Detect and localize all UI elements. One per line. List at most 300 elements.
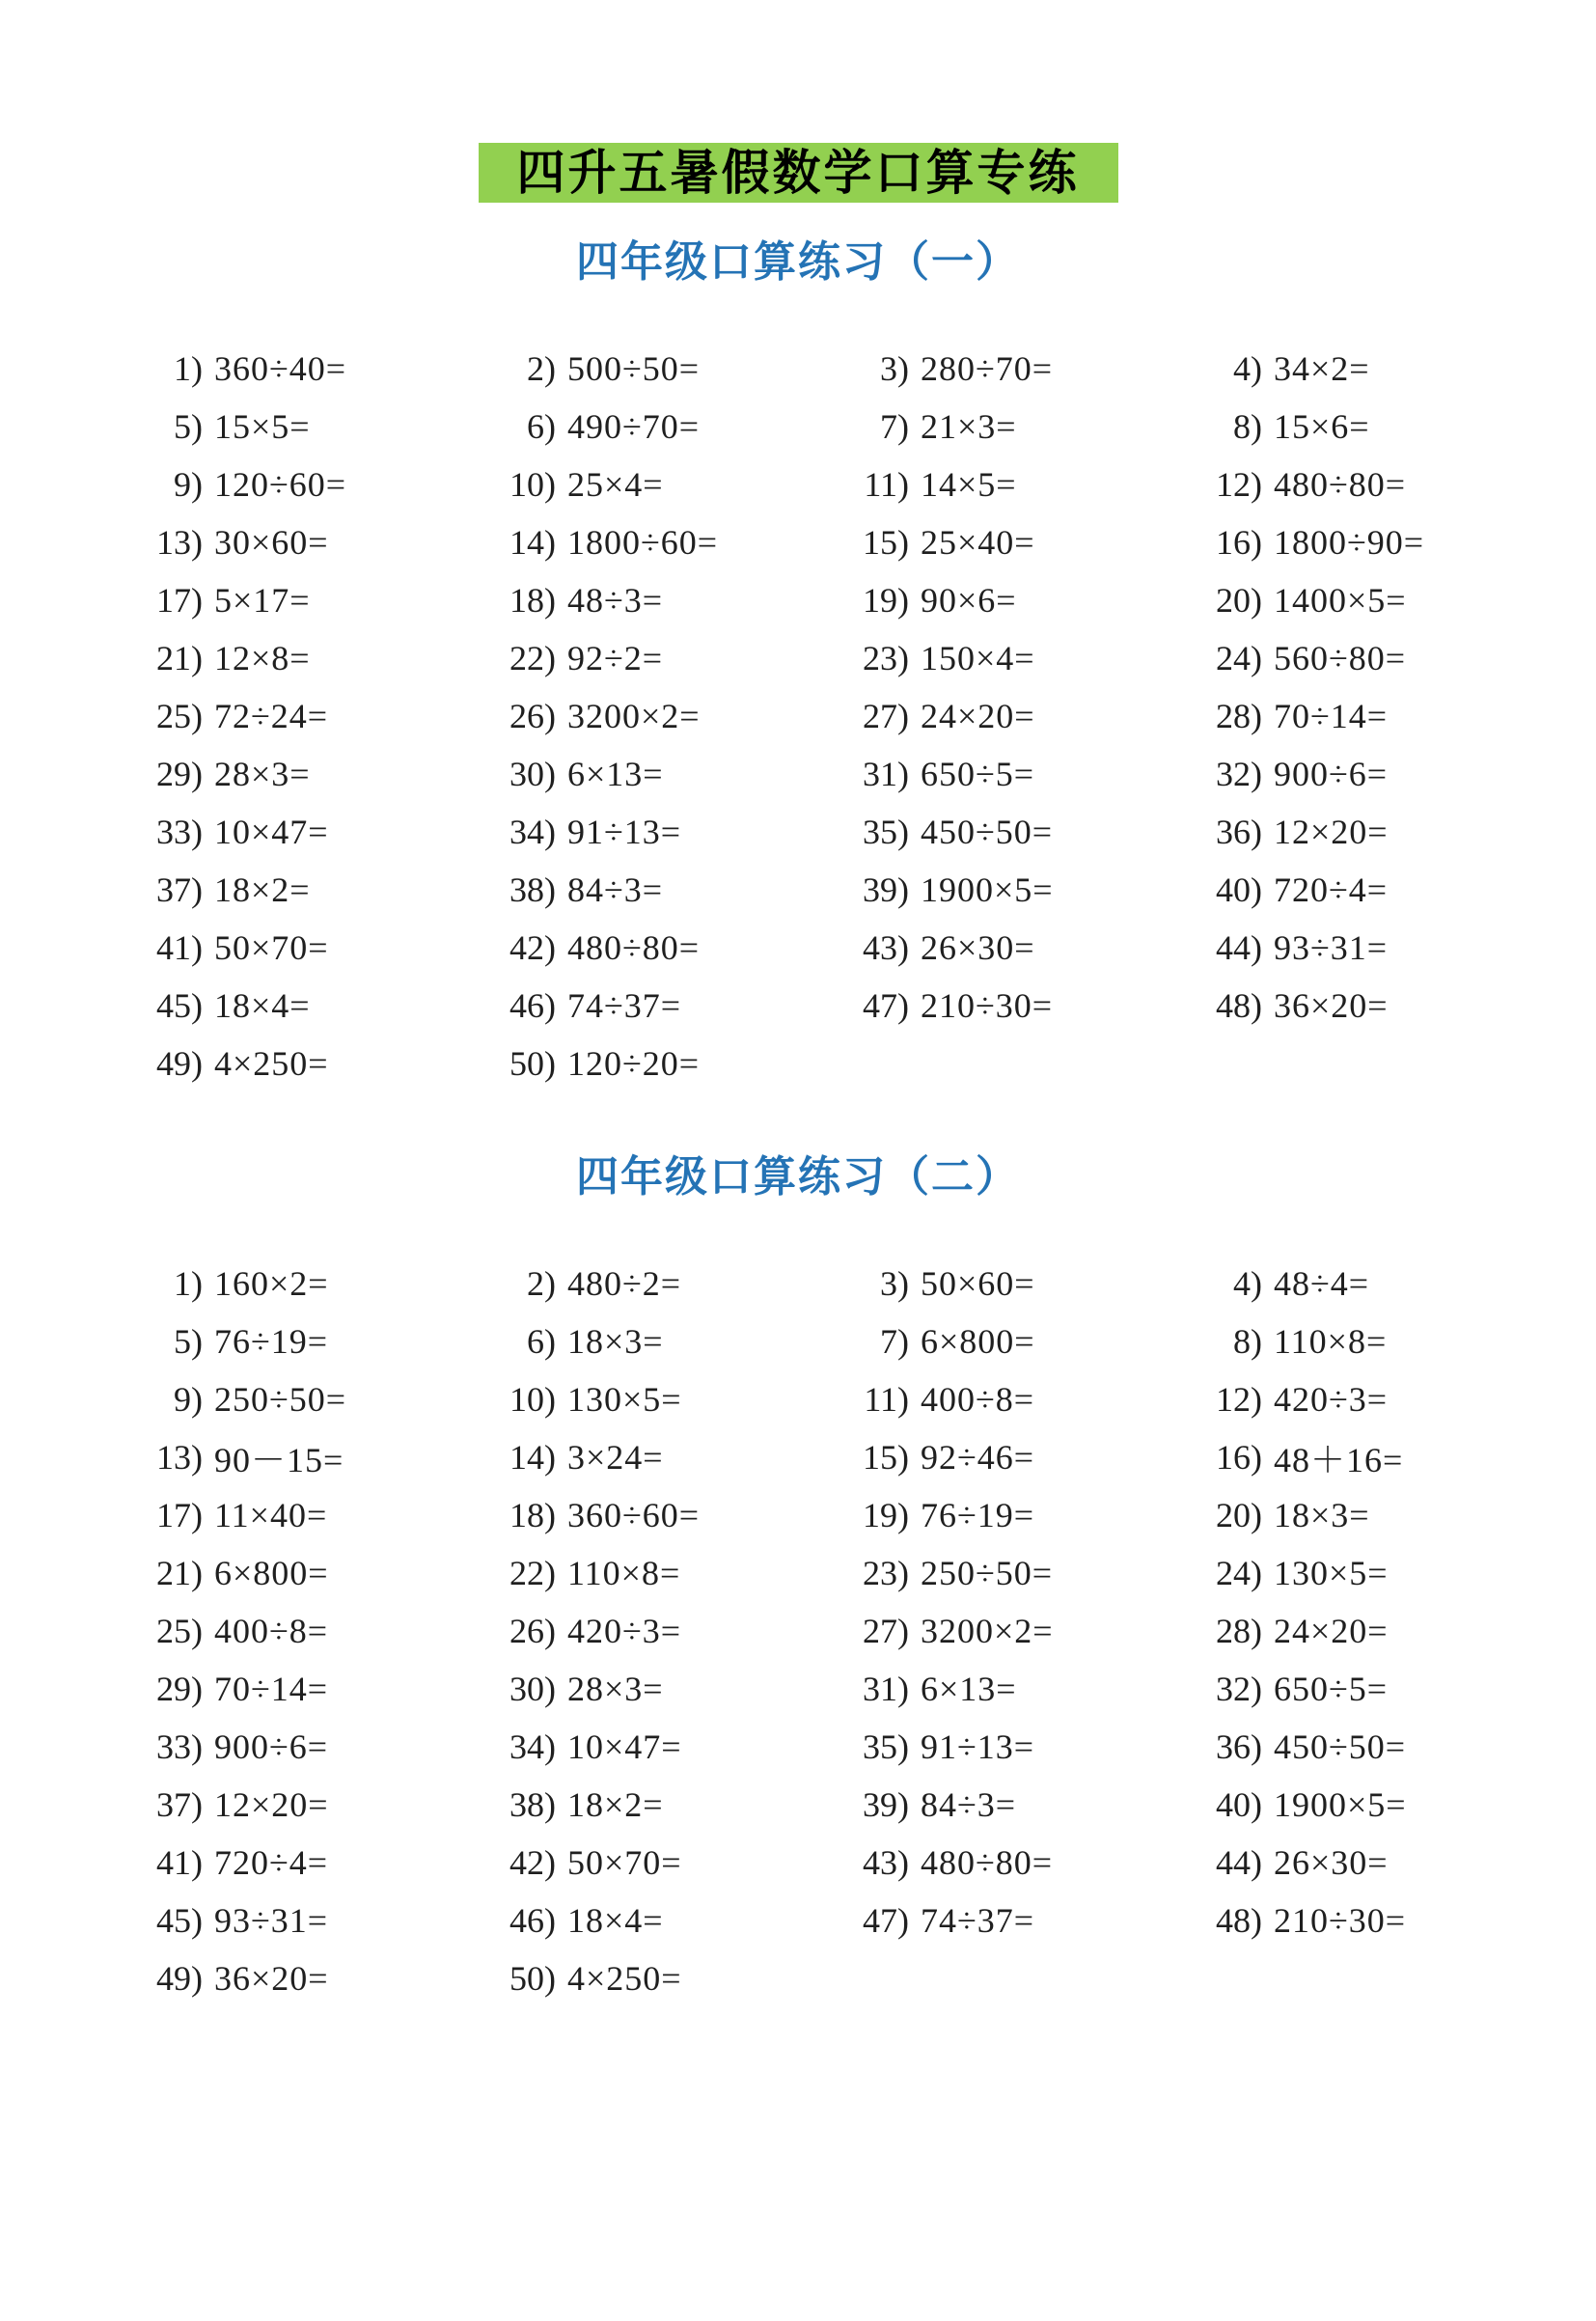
problem-item	[479, 456, 832, 513]
problem-item	[832, 1255, 1185, 1312]
problem-number: 37)	[156, 870, 203, 909]
problem-number: 45)	[156, 986, 203, 1025]
problem-item	[1185, 1370, 1538, 1428]
problem-expression: 92÷46=	[921, 1438, 1035, 1477]
problem-number: 42)	[509, 1843, 556, 1882]
problem-number: 11)	[864, 1380, 909, 1419]
problem-item	[1185, 1602, 1538, 1660]
title-area	[0, 0, 1596, 203]
problem-expression: 210÷30=	[921, 986, 1054, 1025]
problem-number: 45)	[156, 1901, 203, 1940]
problem-number: 1)	[174, 1264, 203, 1303]
problem-expression: 26×30=	[1274, 1843, 1389, 1882]
problem-item	[479, 1544, 832, 1602]
problem-item	[479, 340, 832, 398]
problem-item	[125, 1255, 479, 1312]
problem-number: 16)	[1216, 1438, 1262, 1477]
problem-number: 47)	[863, 1901, 909, 1940]
problem-item	[479, 1255, 832, 1312]
problem-expression: 70÷14=	[214, 1670, 329, 1708]
problem-expression: 110×8=	[1274, 1322, 1388, 1361]
problem-expression: 420÷3=	[1274, 1380, 1389, 1419]
problem-item	[125, 1834, 479, 1892]
problem-item	[1185, 803, 1538, 861]
problem-number: 37)	[156, 1785, 203, 1824]
problem-item	[832, 1718, 1185, 1776]
problem-number: 30)	[509, 755, 556, 793]
problem-expression: 18×2=	[567, 1785, 664, 1824]
problem-item	[1185, 629, 1538, 687]
section-1-problems	[125, 340, 1596, 1092]
worksheet-title: 四升五暑假数学口算专练	[479, 143, 1118, 203]
problem-item	[125, 398, 479, 456]
problem-number: 31)	[863, 1670, 909, 1708]
problem-expression: 450÷50=	[921, 813, 1054, 851]
problem-expression: 18×3=	[567, 1322, 664, 1361]
problem-number: 42)	[509, 928, 556, 967]
problem-item	[1185, 1892, 1538, 1949]
problem-item	[479, 1428, 832, 1486]
problem-item	[1185, 861, 1538, 919]
problem-number: 3)	[880, 349, 909, 388]
problem-number: 21)	[156, 639, 203, 677]
problem-item	[1185, 1776, 1538, 1834]
problem-number: 13)	[156, 1438, 203, 1477]
problem-number: 24)	[1216, 639, 1262, 677]
problem-expression: 110×8=	[567, 1554, 681, 1592]
problem-number: 10)	[509, 465, 556, 504]
problem-item	[832, 513, 1185, 571]
problem-expression: 480÷80=	[1274, 465, 1407, 504]
problem-expression: 36×20=	[1274, 986, 1389, 1025]
problem-expression: 21×3=	[921, 407, 1017, 446]
problem-item	[832, 687, 1185, 745]
problem-expression: 76÷19=	[921, 1496, 1035, 1534]
problem-expression: 480÷80=	[921, 1843, 1054, 1882]
problem-number: 5)	[174, 1322, 203, 1361]
problem-item	[125, 1312, 479, 1370]
problem-item	[479, 977, 832, 1035]
problem-number: 19)	[863, 581, 909, 620]
problem-number: 7)	[880, 407, 909, 446]
problem-item	[1185, 571, 1538, 629]
problem-number: 49)	[156, 1044, 203, 1083]
problem-item	[125, 1486, 479, 1544]
problem-expression: 900÷6=	[214, 1727, 329, 1766]
problem-number: 20)	[1216, 581, 1262, 620]
problem-item	[125, 1949, 479, 2007]
problem-item	[1185, 1718, 1538, 1776]
problem-expression: 450÷50=	[1274, 1727, 1407, 1766]
problem-item	[1185, 1428, 1538, 1486]
section-2-problems	[125, 1255, 1596, 2007]
problem-expression: 11×40=	[214, 1496, 328, 1534]
problem-item	[125, 919, 479, 977]
problem-item	[125, 1892, 479, 1949]
problem-item	[832, 803, 1185, 861]
problem-item	[479, 919, 832, 977]
problem-item	[479, 803, 832, 861]
problem-expression: 650÷5=	[921, 755, 1035, 793]
problem-number: 47)	[863, 986, 909, 1025]
problem-item	[1185, 398, 1538, 456]
problem-number: 10)	[509, 1380, 556, 1419]
problem-number: 22)	[509, 639, 556, 677]
problem-item	[479, 1602, 832, 1660]
problem-expression: 14×5=	[921, 465, 1017, 504]
problem-number: 46)	[509, 986, 556, 1025]
problem-number: 11)	[864, 465, 909, 504]
problem-number: 39)	[863, 870, 909, 909]
section-2-heading: 四年级口算练习（二）	[576, 1153, 1020, 1201]
problem-item	[479, 745, 832, 803]
problem-item	[479, 398, 832, 456]
problem-expression: 93÷31=	[214, 1901, 329, 1940]
problem-expression: 50×60=	[921, 1264, 1035, 1303]
problem-expression: 120÷60=	[214, 465, 347, 504]
problem-item	[125, 1370, 479, 1428]
problem-item	[1185, 687, 1538, 745]
problem-number: 15)	[863, 1438, 909, 1477]
problem-item	[479, 1776, 832, 1834]
problem-item	[832, 1602, 1185, 1660]
problem-item	[832, 861, 1185, 919]
problem-expression: 10×47=	[567, 1727, 682, 1766]
problem-expression: 420÷3=	[567, 1612, 682, 1650]
problem-number: 25)	[156, 697, 203, 735]
problem-number: 6)	[527, 1322, 556, 1361]
problem-expression: 93÷31=	[1274, 928, 1389, 967]
problem-expression: 560÷80=	[1274, 639, 1407, 677]
problem-item	[832, 340, 1185, 398]
problem-item	[479, 1486, 832, 1544]
problem-number: 19)	[863, 1496, 909, 1534]
problem-number: 27)	[863, 1612, 909, 1650]
problem-item	[125, 1428, 479, 1486]
problem-expression: 36×20=	[214, 1959, 329, 1998]
problem-number: 21)	[156, 1554, 203, 1592]
problem-item	[125, 629, 479, 687]
problem-item	[479, 1949, 832, 2007]
problem-number: 43)	[863, 1843, 909, 1882]
problem-number: 12)	[1216, 1380, 1262, 1419]
problem-expression: 12×20=	[214, 1785, 329, 1824]
problem-item	[832, 919, 1185, 977]
problem-number: 32)	[1216, 1670, 1262, 1708]
section-1	[0, 237, 1596, 1092]
problem-item	[832, 1660, 1185, 1718]
problem-expression: 250÷50=	[214, 1380, 347, 1419]
problem-number: 29)	[156, 755, 203, 793]
problem-item	[479, 687, 832, 745]
problem-expression: 48÷3=	[567, 581, 664, 620]
problem-expression: 490÷70=	[567, 407, 701, 446]
problem-item	[1185, 1544, 1538, 1602]
problem-item	[832, 1486, 1185, 1544]
problem-number: 23)	[863, 1554, 909, 1592]
problem-expression: 1800÷60=	[567, 523, 719, 562]
problem-expression: 90×6=	[921, 581, 1017, 620]
problem-number: 38)	[509, 870, 556, 909]
problem-expression: 74÷37=	[567, 986, 682, 1025]
problem-expression: 10×47=	[214, 813, 329, 851]
problem-expression: 15×6=	[1274, 407, 1370, 446]
problem-number: 44)	[1216, 928, 1262, 967]
problem-number: 50)	[509, 1959, 556, 1998]
problem-number: 39)	[863, 1785, 909, 1824]
problem-number: 30)	[509, 1670, 556, 1708]
problem-expression: 3200×2=	[567, 697, 701, 735]
problem-number: 35)	[863, 1727, 909, 1766]
problem-item	[479, 513, 832, 571]
problem-number: 49)	[156, 1959, 203, 1998]
problem-expression: 150×4=	[921, 639, 1035, 677]
problem-item	[479, 861, 832, 919]
problem-number: 48)	[1216, 1901, 1262, 1940]
problem-expression: 92÷2=	[567, 639, 664, 677]
problem-item	[1185, 919, 1538, 977]
problem-number: 44)	[1216, 1843, 1262, 1882]
problem-item	[1185, 456, 1538, 513]
problem-item	[832, 1544, 1185, 1602]
problem-number: 40)	[1216, 1785, 1262, 1824]
problem-number: 23)	[863, 639, 909, 677]
problem-number: 28)	[1216, 1612, 1262, 1650]
problem-expression: 1800÷90=	[1274, 523, 1425, 562]
problem-expression: 160×2=	[214, 1264, 329, 1303]
problem-item	[125, 1718, 479, 1776]
problem-number: 16)	[1216, 523, 1262, 562]
problem-expression: 74÷37=	[921, 1901, 1035, 1940]
problem-number: 2)	[527, 1264, 556, 1303]
problem-expression: 84÷3=	[921, 1785, 1017, 1824]
section-1-heading: 四年级口算练习（一）	[576, 238, 1020, 286]
problem-number: 34)	[509, 1727, 556, 1766]
problem-expression: 18×4=	[214, 986, 311, 1025]
problem-expression: 91÷13=	[567, 813, 682, 851]
problem-number: 48)	[1216, 986, 1262, 1025]
problem-expression: 18×4=	[567, 1901, 664, 1940]
problem-item	[832, 745, 1185, 803]
problem-item	[125, 1602, 479, 1660]
problem-expression: 360÷60=	[567, 1496, 701, 1534]
problem-item	[125, 687, 479, 745]
problem-number: 9)	[174, 465, 203, 504]
problem-expression: 76÷19=	[214, 1322, 329, 1361]
problem-item	[125, 1035, 479, 1092]
problem-number: 41)	[156, 1843, 203, 1882]
problem-number: 4)	[1233, 349, 1262, 388]
problem-item	[1185, 1255, 1538, 1312]
problem-item	[1185, 1312, 1538, 1370]
problem-expression: 400÷8=	[921, 1380, 1035, 1419]
problem-expression: 5×17=	[214, 581, 311, 620]
problem-item	[479, 1892, 832, 1949]
problem-item	[125, 1776, 479, 1834]
problem-number: 20)	[1216, 1496, 1262, 1534]
problem-number: 8)	[1233, 407, 1262, 446]
problem-item	[479, 1834, 832, 1892]
problem-number: 4)	[1233, 1264, 1262, 1303]
problem-item	[1185, 745, 1538, 803]
problem-expression: 400÷8=	[214, 1612, 329, 1650]
problem-number: 8)	[1233, 1322, 1262, 1361]
problem-expression: 210÷30=	[1274, 1901, 1407, 1940]
problem-item	[832, 629, 1185, 687]
problem-number: 31)	[863, 755, 909, 793]
problem-number: 33)	[156, 1727, 203, 1766]
problem-item	[832, 456, 1185, 513]
problem-item	[832, 1892, 1185, 1949]
problem-number: 26)	[509, 697, 556, 735]
problem-expression: 650÷5=	[1274, 1670, 1389, 1708]
problem-item	[832, 1370, 1185, 1428]
problem-item	[125, 571, 479, 629]
problem-item	[125, 745, 479, 803]
problem-number: 41)	[156, 928, 203, 967]
problem-number: 36)	[1216, 1727, 1262, 1766]
problem-expression: 4×250=	[567, 1959, 682, 1998]
problem-expression: 25×40=	[921, 523, 1035, 562]
problem-item	[479, 1035, 832, 1092]
problem-item	[832, 398, 1185, 456]
problem-number: 34)	[509, 813, 556, 851]
problem-number: 17)	[156, 1496, 203, 1534]
problem-expression: 120÷20=	[567, 1044, 701, 1083]
problem-number: 50)	[509, 1044, 556, 1083]
problem-number: 24)	[1216, 1554, 1262, 1592]
problem-number: 36)	[1216, 813, 1262, 851]
problem-expression: 1900×5=	[1274, 1785, 1407, 1824]
problem-item	[125, 513, 479, 571]
problem-expression: 720÷4=	[214, 1843, 329, 1882]
problem-number: 25)	[156, 1612, 203, 1650]
problem-item	[1185, 1660, 1538, 1718]
problem-expression: 34×2=	[1274, 349, 1370, 388]
problem-expression: 48＋16=	[1274, 1440, 1404, 1479]
problem-item	[125, 456, 479, 513]
problem-number: 14)	[509, 523, 556, 562]
problem-item	[125, 1544, 479, 1602]
problem-expression: 90－15=	[214, 1440, 344, 1479]
problem-item	[125, 1660, 479, 1718]
problem-expression: 18×3=	[1274, 1496, 1370, 1534]
problem-number: 26)	[509, 1612, 556, 1650]
problem-expression: 280÷70=	[921, 349, 1054, 388]
problem-expression: 6×800=	[921, 1322, 1035, 1361]
problem-item	[1185, 977, 1538, 1035]
problem-item	[125, 977, 479, 1035]
problem-item	[832, 1312, 1185, 1370]
problem-expression: 24×20=	[921, 697, 1035, 735]
problem-number: 18)	[509, 1496, 556, 1534]
problem-number: 22)	[509, 1554, 556, 1592]
problem-item	[479, 629, 832, 687]
problem-number: 43)	[863, 928, 909, 967]
problem-number: 32)	[1216, 755, 1262, 793]
problem-item	[832, 1834, 1185, 1892]
problem-expression: 480÷2=	[567, 1264, 682, 1303]
problem-expression: 12×20=	[1274, 813, 1389, 851]
problem-expression: 1400×5=	[1274, 581, 1407, 620]
problem-item	[479, 1718, 832, 1776]
problem-number: 3)	[880, 1264, 909, 1303]
problem-item	[479, 1312, 832, 1370]
problem-number: 1)	[174, 349, 203, 388]
problem-item	[1185, 1486, 1538, 1544]
problem-number: 7)	[880, 1322, 909, 1361]
problem-number: 13)	[156, 523, 203, 562]
section-2	[0, 1152, 1596, 2007]
problem-expression: 3200×2=	[921, 1612, 1054, 1650]
problem-number: 29)	[156, 1670, 203, 1708]
problem-expression: 72÷24=	[214, 697, 329, 735]
problem-item	[479, 571, 832, 629]
problem-expression: 24×20=	[1274, 1612, 1389, 1650]
problem-expression: 50×70=	[567, 1843, 682, 1882]
problem-expression: 360÷40=	[214, 349, 347, 388]
problem-item	[1185, 513, 1538, 571]
problem-number: 27)	[863, 697, 909, 735]
problem-expression: 28×3=	[567, 1670, 664, 1708]
problem-expression: 3×24=	[567, 1438, 664, 1477]
problem-number: 40)	[1216, 870, 1262, 909]
problem-expression: 70÷14=	[1274, 697, 1389, 735]
problem-item	[1185, 340, 1538, 398]
problem-expression: 720÷4=	[1274, 870, 1389, 909]
problem-expression: 25×4=	[567, 465, 664, 504]
problem-expression: 480÷80=	[567, 928, 701, 967]
problem-item	[125, 861, 479, 919]
problem-number: 5)	[174, 407, 203, 446]
problem-item	[479, 1660, 832, 1718]
problem-expression: 130×5=	[1274, 1554, 1389, 1592]
problem-number: 17)	[156, 581, 203, 620]
problem-number: 15)	[863, 523, 909, 562]
problem-number: 2)	[527, 349, 556, 388]
problem-item	[832, 1776, 1185, 1834]
problem-expression: 1900×5=	[921, 870, 1054, 909]
problem-expression: 500÷50=	[567, 349, 701, 388]
problem-expression: 6×13=	[921, 1670, 1017, 1708]
problem-expression: 130×5=	[567, 1380, 682, 1419]
problem-expression: 26×30=	[921, 928, 1035, 967]
problem-expression: 91÷13=	[921, 1727, 1035, 1766]
problem-number: 35)	[863, 813, 909, 851]
problem-number: 46)	[509, 1901, 556, 1940]
problem-expression: 12×8=	[214, 639, 311, 677]
problem-item	[125, 803, 479, 861]
problem-expression: 84÷3=	[567, 870, 664, 909]
problem-item	[125, 340, 479, 398]
problem-expression: 6×800=	[214, 1554, 329, 1592]
problem-item	[832, 977, 1185, 1035]
problem-expression: 48÷4=	[1274, 1264, 1370, 1303]
problem-number: 9)	[174, 1380, 203, 1419]
problem-expression: 15×5=	[214, 407, 311, 446]
problem-expression: 18×2=	[214, 870, 311, 909]
problem-expression: 30×60=	[214, 523, 329, 562]
problem-item	[479, 1370, 832, 1428]
problem-expression: 50×70=	[214, 928, 329, 967]
problem-number: 6)	[527, 407, 556, 446]
problem-item	[832, 571, 1185, 629]
problem-expression: 28×3=	[214, 755, 311, 793]
problem-number: 38)	[509, 1785, 556, 1824]
problem-number: 28)	[1216, 697, 1262, 735]
problem-expression: 4×250=	[214, 1044, 329, 1083]
problem-item	[1185, 1834, 1538, 1892]
